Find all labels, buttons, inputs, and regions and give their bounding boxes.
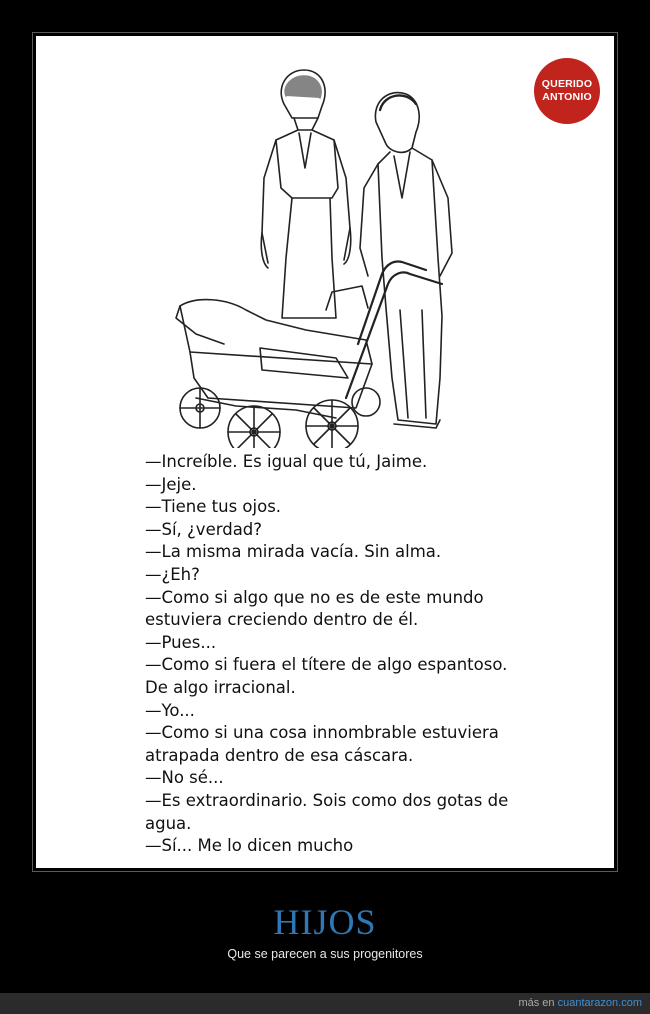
man-figure bbox=[360, 93, 452, 428]
dialogue-line: estuviera creciendo dentro de él. bbox=[145, 610, 419, 630]
dialogue-line: —Sí... Me lo dicen mucho bbox=[145, 836, 354, 856]
querido-antonio-badge bbox=[534, 58, 600, 124]
poster-panel bbox=[36, 36, 614, 868]
dialogue-line: —Pues... bbox=[145, 632, 217, 652]
dialogue-line: agua. bbox=[145, 813, 192, 833]
dialogue-line: —Increíble. Es igual que tú, Jaime. bbox=[145, 452, 428, 471]
dialogue-line: —Como si una cosa innombrable estuviera bbox=[145, 723, 499, 743]
post-title: HIJOS bbox=[273, 902, 377, 942]
site-footer bbox=[0, 993, 650, 1014]
dialogue-line: —Como si algo que no es de este mundo bbox=[145, 587, 484, 607]
dialogue-line: —Es extraordinario. Sois como dos gotas de bbox=[145, 790, 509, 810]
dialogue-line: —Sí, ¿verdad? bbox=[145, 519, 263, 539]
dialogue-line: —La misma mirada vacía. Sin alma. bbox=[145, 542, 442, 562]
dialogue-line: —Tiene tus ojos. bbox=[145, 497, 282, 517]
dialogue-line: —Yo... bbox=[145, 700, 195, 720]
post-subtitle: Que se parecen a sus progenitores bbox=[227, 947, 423, 961]
dialogue-line: —¿Eh? bbox=[145, 564, 200, 584]
dialogue-line: atrapada dentro de esa cáscara. bbox=[145, 745, 414, 765]
dialogue-text bbox=[145, 451, 605, 858]
site-link[interactable]: cuantarazon.com bbox=[557, 997, 642, 1009]
dialogue-line: De algo irracional. bbox=[145, 677, 296, 697]
dialogue-line: —Como si fuera el títere de algo espantoso. bbox=[145, 655, 508, 675]
couple-with-pram-illustration bbox=[136, 48, 476, 448]
woman-figure bbox=[261, 70, 351, 318]
footer-prefix: más en bbox=[518, 997, 558, 1009]
poster-frame bbox=[32, 32, 618, 872]
badge-line-1: QUERIDO bbox=[541, 78, 593, 90]
dialogue-line: —No sé... bbox=[145, 768, 224, 788]
dialogue-line: —Jeje. bbox=[145, 474, 197, 494]
badge-line-2: ANTONIO bbox=[542, 91, 592, 103]
